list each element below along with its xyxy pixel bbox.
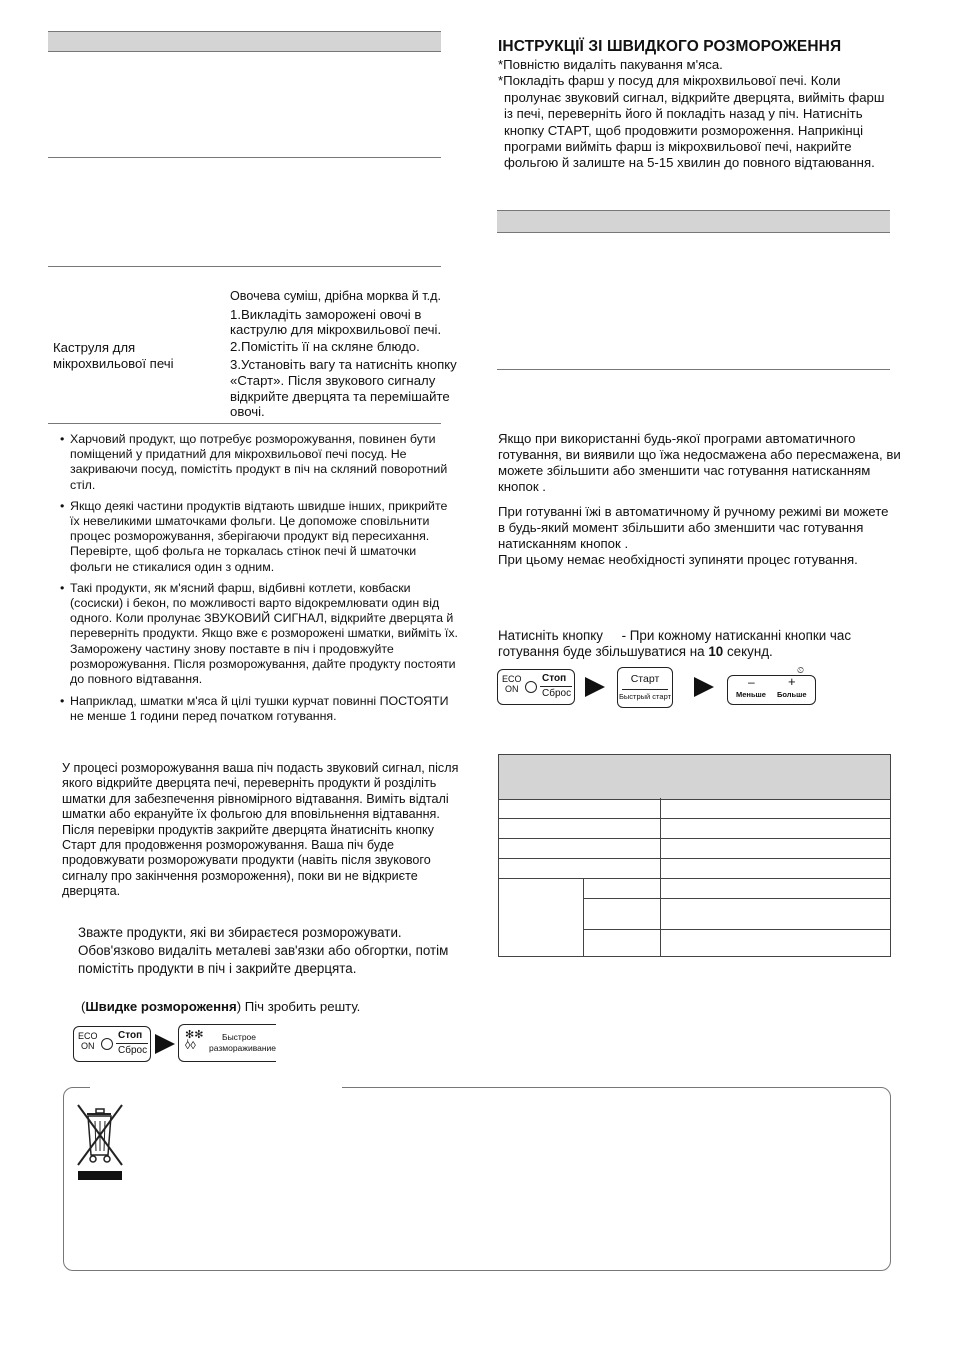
quick-defrost-heading: ІНСТРУКЦІЇ ЗІ ШВИДКОГО РОЗМОРОЖЕННЯ <box>498 38 842 55</box>
bullet-list <box>60 432 460 725</box>
bullet-item: • Харчовий продукт, що потребує розморожування, повинен бути поміщений у придатний для мікрохвильової печі посуд. Не закриваючи посуд, помістіть продукт в піч на скляний поворотний стіл. <box>60 432 448 492</box>
snowflake-drops-icon: ✻✻ ٰ◊◊ <box>185 1029 204 1052</box>
arrow-right-icon <box>155 1034 175 1054</box>
bullet-item: • Наприклад, шматки м'яса й цілі тушки курчат повинні ПОСТОЯТИ не менше 1 години перед початком готування. <box>60 694 449 724</box>
fast-start-label: Быстрый старт <box>618 692 672 701</box>
stop-label: Стоп <box>118 1030 143 1041</box>
quick-defrost-line: (Швидке розмороження) Піч зробить решту. <box>81 999 361 1014</box>
defrost-paragraph: У процесі розморожування ваша піч подасть звуковий сигнал, після якого відкрийте дверцята печі, переверніть продукти й розділіть шматки для забезпечення рівномірного відтавання. Виміть відталі шматки або екрануйте їх фольгою для вповільнення відтавання. Після перевірки продуктів закрийте дверцята йнатисніть кнопку Старт для продовження розморожування. Ваша піч буде продовжувати розморожувати продукти (навіть після звукового сигналу про закінчення розмороження), поки ви не відкриєте дверцята. <box>62 761 459 899</box>
start-button[interactable] <box>617 667 673 708</box>
vegetable-instructions <box>230 289 475 420</box>
eco-stop-button[interactable] <box>73 1026 151 1062</box>
bullet-item: • Такі продукти, як м'ясний фарш, відбивні котлети, ковбаски (сосиски) і бекон, по можливості варто відокремлювати один від одного. Коли пролунає ЗВУКОВИЙ СИГНАЛ, відкрийте дверцята й переверніть продукти. Якщо вже є розморожені шматки, вийміть їх. Заморожену частину знову поставте в піч і продовжуйте розморожування. Після розморожування, дайте продукту постояти до повного відтавання. <box>60 580 458 687</box>
start-label: Старт <box>630 673 660 685</box>
timer-icon: ⏲ <box>797 665 805 675</box>
weigh-paragraph: Зважте продукти, які ви збираєтеся розморожувати. Обов'язково видаліть металеві зав'язки або обгортки, потім помістіть продукти в піч і закрийте дверцята. <box>78 925 449 976</box>
reset-label: Сброс <box>542 688 572 699</box>
vegetable-line-2: 1.Викладіть заморожені овочі в каструлю для мікрохвильової печі. <box>230 306 442 338</box>
arrow-right-icon <box>585 677 605 697</box>
instruction-item-1: *Повністю видаліть пакування м'яса. <box>498 57 723 72</box>
left-table-divider-3 <box>48 423 441 424</box>
eco-label: ECO ON <box>502 674 522 694</box>
manual-adjust-paragraph: При готуванні їжі в автоматичному й ручному режимі ви можете в будь-який момент збільшити або зменшити час готування натисканням кнопок . <box>498 504 889 551</box>
eco-label: ECO ON <box>78 1031 98 1051</box>
reset-label: Сброс <box>118 1045 148 1056</box>
left-table-header <box>48 31 441 52</box>
arrow-right-icon <box>694 677 714 697</box>
minus-icon: – <box>748 675 755 689</box>
quick-defrost-instructions <box>498 57 893 172</box>
quick-defrost-button[interactable] <box>178 1024 276 1062</box>
less-label: Меньше <box>736 690 766 699</box>
table-header-row <box>499 755 890 800</box>
stop-label: Стоп <box>542 673 567 684</box>
recycling-notice-box <box>63 1087 891 1271</box>
no-stop-paragraph: При цьому немає необхідності зупиняти процес готування. <box>498 552 858 567</box>
right-table-header <box>497 210 890 233</box>
right-table-divider <box>497 369 890 370</box>
instruction-item-2: *Покладіть фарш у посуд для мікрохвильової печі. Коли пролунає звуковий сигнал, відкрийте дверцята, вийміть фарш із печі, переверніть його й покладіть назад у піч. Натисніть кнопку СТАРТ, щоб продовжити розмороження. Наприкінці програми вийміть фарш із мікрохвильової печі, накрийте фольгою й залиште на 5-15 хвилин до повного відтаювання. <box>498 73 885 171</box>
vegetable-line-4: 3.Установіть вагу та натисніть кнопку «Старт». Після звукового сигналу відкрийте дверцята та перемішайте овочі. <box>230 357 457 420</box>
food-type-label: Каструля для мікрохвильової печі <box>53 340 174 371</box>
auto-adjust-paragraph: Якщо при використанні будь-якої програми автоматичного готування, ви виявили що їжа недосмажена або пересмажена, ви можете збільшити або зменшити час готування натисканням кнопок . <box>498 431 901 494</box>
press-start-paragraph: Натисніть кнопку - При кожному натисканні кнопки час готування буде збільшуватися на 10 секунд. <box>498 628 852 659</box>
plus-icon: + <box>788 674 796 689</box>
more-label: Больше <box>777 690 807 699</box>
less-more-button[interactable] <box>727 675 816 705</box>
lower-right-table <box>498 754 891 957</box>
left-table-divider-1 <box>48 157 441 158</box>
bullet-item: • Якщо деякі частини продуктів відтають швидше інших, прикрийте їх невеликими шматочками фольги. Це допоможе сповільнити процес розморожування, зберігаючи продукт від пересихання. Перевірте, щоб фольга не торкалась стінок печі й шматочки фольги не стикалися один з одним. <box>60 498 448 574</box>
eco-stop-button-2[interactable] <box>497 669 575 705</box>
vegetable-line-1: Овочева суміш, дрібна морква й т.д. <box>230 289 441 303</box>
eco-leaf-icon <box>525 681 537 693</box>
eco-leaf-icon <box>101 1038 113 1050</box>
left-table-divider-2 <box>48 266 441 267</box>
quick-defrost-label: Быстрое размораживание <box>209 1032 277 1053</box>
crossed-bin-icon <box>74 1103 126 1181</box>
vegetable-line-3: 2.Помістіть її на скляне блюдо. <box>230 338 420 354</box>
